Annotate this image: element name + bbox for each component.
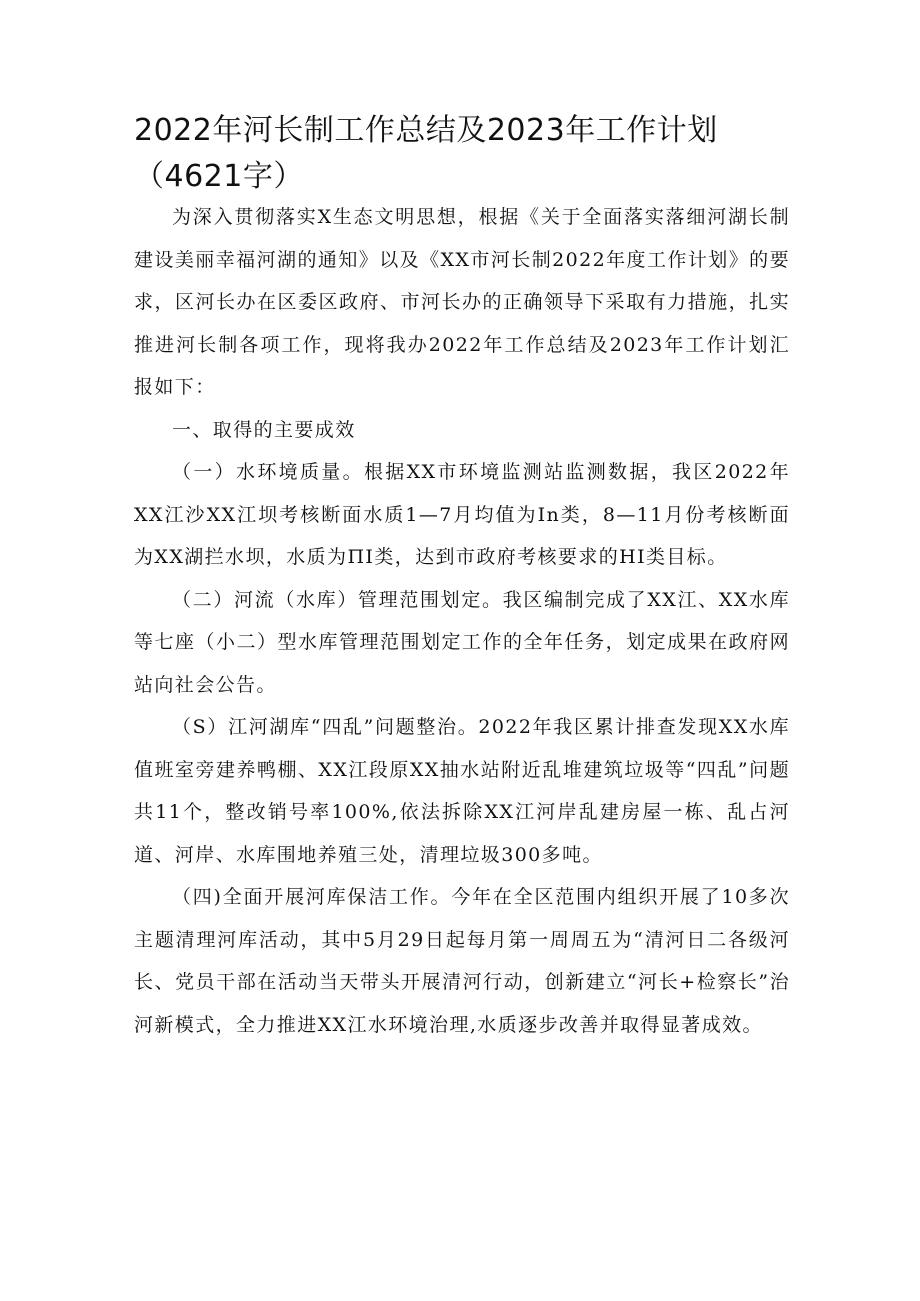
document-body xyxy=(134,196,790,1046)
paragraph-four-chaos: （S）江河湖库“四乱”问题整治。2022年我区累计排查发现XX水库值班室旁建养鸭棚、XX江段原XX抽水站附近乱堆建筑垃圾等“四乱”问题共11个，整改销号率100%,依法拆除XX江河岸乱建房屋一栋、乱占河道、河岸、水库围地养殖三处，清理垃圾300多吨。 xyxy=(134,716,790,866)
paragraph-management-scope: （二）河流（水库）管理范围划定。我区编制完成了XX江、XX水库等七座（小二）型水库管理范围划定工作的全年任务，划定成果在政府网站向社会公告。 xyxy=(134,588,790,696)
paragraph-river-cleaning: （四)全面开展河库保洁工作。今年在全区范围内组织开展了10多次主题清理河库活动，其中5月29日起每月第一周周五为“清河日二各级河长、党员干部在活动当天带头开展清河行动，创新建立“河长+检察长”治河新模式，全力推进XX江水环境治理,水质逐步改善并取得显著成效。 xyxy=(134,886,790,1036)
paragraph-water-quality: （一）水环境质量。根据XX市环境监测站监测数据，我区2022年XX江沙XX江坝考核断面水质1—7月均值为In类，8—11月份考核断面为XX湖拦水坝，水质为ΠI类，达到市政府考核要求的HI类目标。 xyxy=(134,461,790,568)
paragraph-intro: 为深入贯彻落实X生态文明思想，根据《关于全面落实落细河湖长制建设美丽幸福河湖的通知》以及《XX市河长制2022年度工作计划》的要求，区河长办在区委区政府、市河长办的正确领导下采取有力措施，扎实推进河长制各项工作，现将我办2022年工作总结及2023年工作计划汇报如下： xyxy=(134,206,790,398)
document-title: 2022年河长制工作总结及2023年工作计划（4621字） xyxy=(134,113,718,194)
section-heading-achievements: 一、取得的主要成效 xyxy=(172,418,356,441)
